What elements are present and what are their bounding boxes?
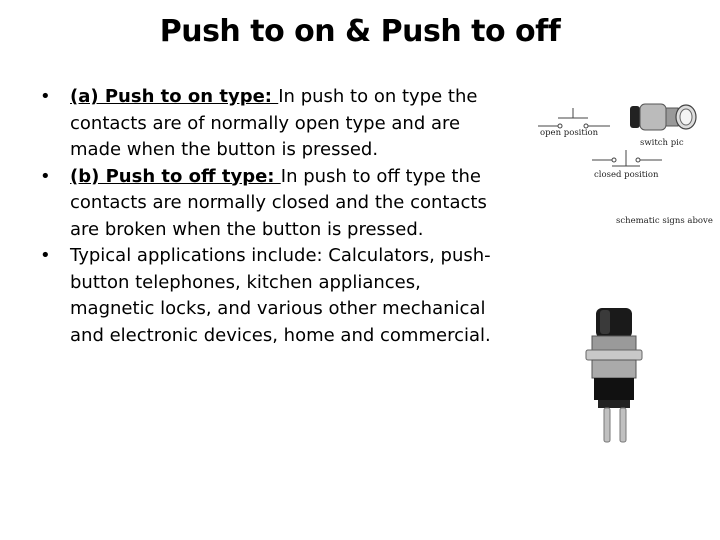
closed-position-label: closed position: [594, 170, 659, 180]
bullet-list: [40, 84, 510, 349]
bullet-lead: (b) Push to off type:: [70, 165, 281, 187]
bullet-text: Typical applications include: Calculators, push-button telephones, kitchen appliances, magnetic locks, and various other mechanical and electronic devices, home and commercial.: [70, 245, 491, 346]
bullet-text: In push to on type the contacts are of normally open type and are made when the button is pressed.: [70, 86, 478, 160]
open-position-label: open position: [540, 128, 599, 138]
push-button-photo: [570, 304, 660, 454]
push-button-figure: [520, 88, 720, 468]
bullet-marker: •: [40, 86, 51, 107]
bullet-lead: (a) Push to on type:: [70, 86, 279, 107]
slide-title: Push to on & Push to off: [159, 14, 561, 49]
bullet-marker: •: [40, 245, 51, 266]
bullet-text: In push to off type the contacts are normally closed and the contacts are broken when the button is pressed.: [70, 165, 487, 240]
bullet-marker: •: [40, 165, 51, 187]
switch-photo-small: [622, 94, 702, 144]
switch-pic-label: switch pic: [640, 138, 684, 148]
bullet-push-to-on: [40, 84, 510, 164]
bullet-applications: [40, 243, 510, 349]
schematic-signs-label: schematic signs above: [616, 216, 713, 226]
bullet-push-to-off: [40, 164, 510, 244]
